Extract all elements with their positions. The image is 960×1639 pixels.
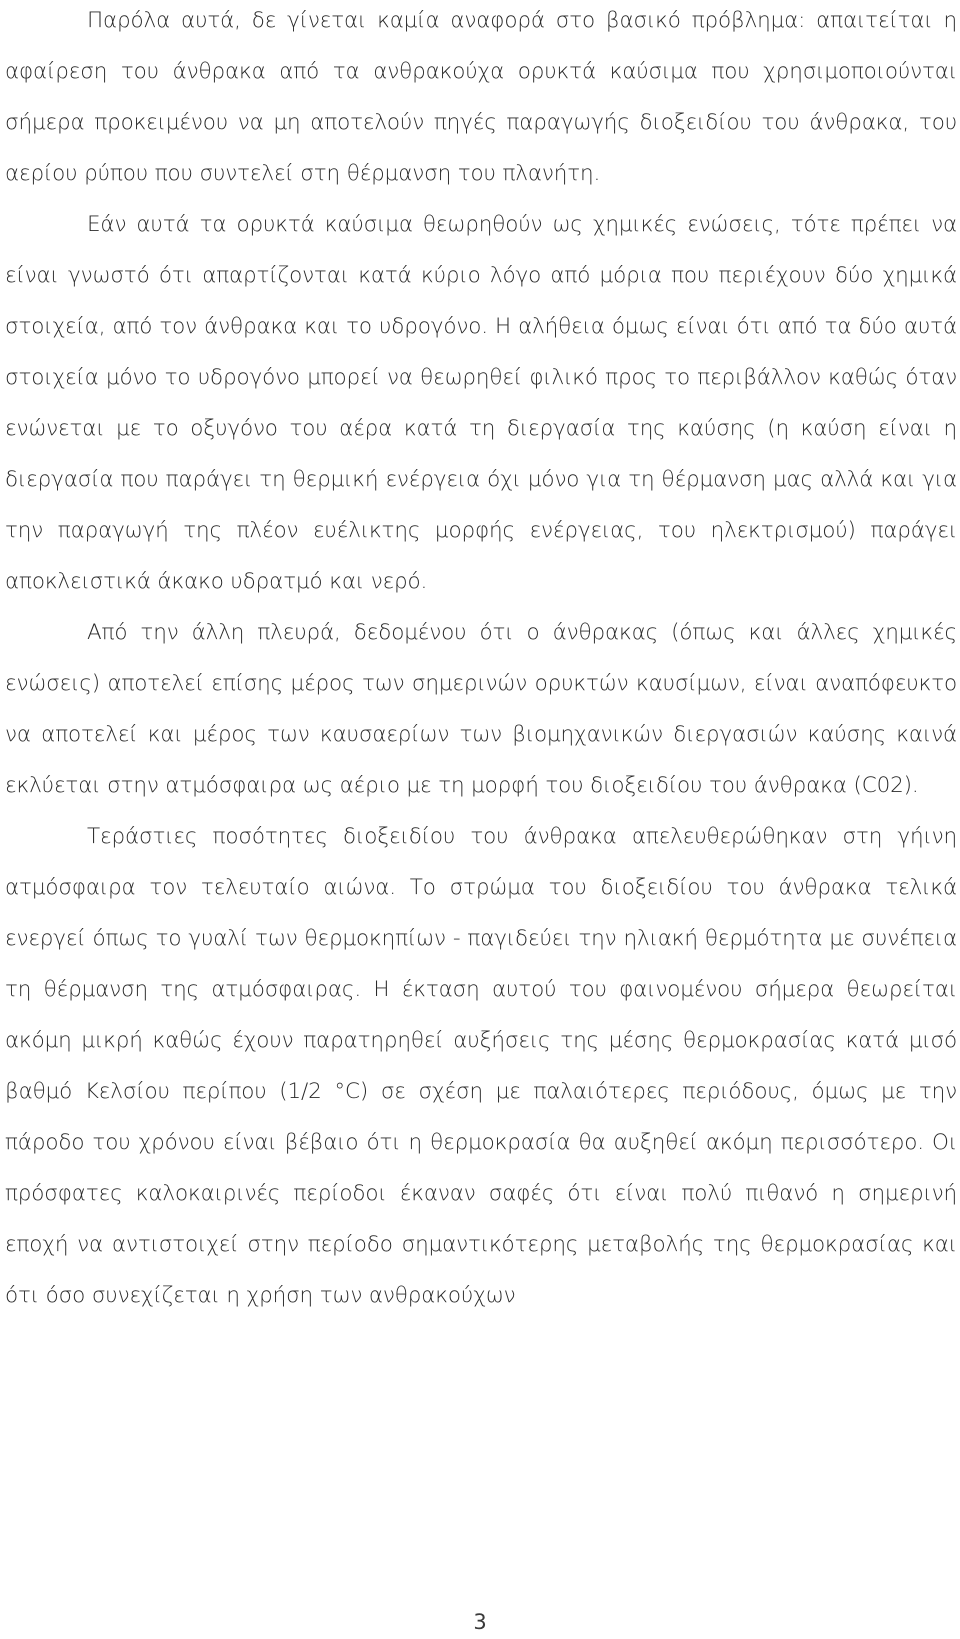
document-body xyxy=(5,0,957,1321)
paragraph: Τεράστιες ποσότητες διοξειδίου του άνθρακα απελευθερώθηκαν στη γήινη ατμόσφαιρα τον τελευταίο αιώνα. Το στρώμα του διοξειδίου του άνθρακα τελικά ενεργεί όπως το γυαλί των θερμοκηπίων - παγιδεύει την ηλιακή θερμότητα με συνέπεια τη θέρμανση της ατμόσφαιρας. Η έκταση αυτού του φαινομένου σήμερα θεωρείται ακόμη μικρή καθώς έχουν παρατηρηθεί αυξήσεις της μέσης θερμοκρασίας κατά μισό βαθμό Κελσίου περίπου (1/2 °C) σε σχέση με παλαιότερες περιόδους, όμως με την πάροδο του χρόνου είναι βέβαιο ότι η θερμοκρασία θα αυξηθεί ακόμη περισσότερο. Οι πρόσφατες καλοκαιρινές περίοδοι έκαναν σαφές ότι είναι πολύ πιθανό η σημερινή εποχή να αντιστοιχεί στην περίοδο σημαντικότερης μεταβολής της θερμοκρασίας και ότι όσο συνεχίζεται η χρήση των ανθρακούχων xyxy=(5,824,957,1308)
paragraph: Εάν αυτά τα ορυκτά καύσιμα θεωρηθούν ως χημικές ενώσεις, τότε πρέπει να είναι γνωστό ότι απαρτίζονται κατά κύριο λόγο από μόρια που περιέχουν δύο χημικά στοιχεία, από τον άνθρακα και το υδρογόνο. Η αλήθεια όμως είναι ότι από τα δύο αυτά στοιχεία μόνο το υδρογόνο μπορεί να θεωρηθεί φιλικό προς το περιβάλλον καθώς όταν ενώνεται με το οξυγόνο του αέρα κατά τη διεργασία της καύσης (η καύση είναι η διεργασία που παράγει τη θερμική ενέργεια όχι μόνο για τη θέρμανση μας αλλά και για την παραγωγή της πλέον ευέλικτης μορφής ενέργειας, του ηλεκτρισμού) παράγει αποκλειστικά άκακο υδρατμό και νερό. xyxy=(5,212,957,594)
paragraph: Παρόλα αυτά, δε γίνεται καμία αναφορά στο βασικό πρόβλημα: απαιτείται η αφαίρεση του άνθρακα από τα ανθρακούχα ορυκτά καύσιμα που χρησιμοποιούνται σήμερα προκειμένου να μη αποτελούν πηγές παραγωγής διοξειδίου του άνθρακα, του αερίου ρύπου που συντελεί στη θέρμανση του πλανήτη. xyxy=(5,8,957,186)
paragraph: Από την άλλη πλευρά, δεδομένου ότι ο άνθρακας (όπως και άλλες χημικές ενώσεις) αποτελεί επίσης μέρος των σημερινών ορυκτών καυσίμων, είναι αναπόφευκτο να αποτελεί και μέρος των καυσαερίων των βιομηχανικών διεργασιών καύσης καινά εκλύεται στην ατμόσφαιρα ως αέριο με τη μορφή του διοξειδίου του άνθρακα (C02). xyxy=(5,620,957,798)
page-number: 3 xyxy=(473,1610,487,1634)
